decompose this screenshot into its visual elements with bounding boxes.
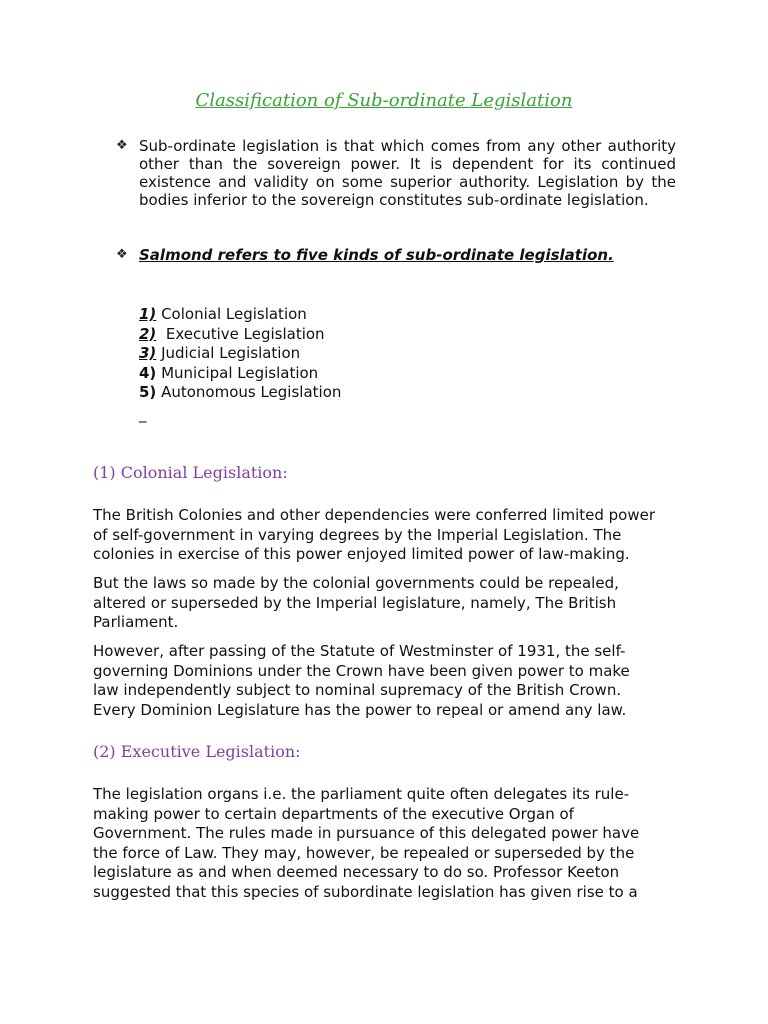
- paragraph-line: Parliament.: [93, 613, 179, 631]
- paragraph-line: law independently subject to nominal supremacy of the British Crown.: [93, 681, 622, 699]
- definition-text: Sub-ordinate legislation is that which comes from any other authority other than the sovereign power. It is dependent for its continued existence and validity on some superior authority. Legislation by the bodies inferior to the sovereign constitutes sub-ordinate legislation.: [139, 137, 676, 209]
- section-heading-executive: (2) Executive Legislation:: [93, 742, 301, 761]
- list-item: [139, 325, 341, 345]
- paragraph-line: the force of Law. They may, however, be repealed or superseded by the: [93, 843, 635, 862]
- list-item: [139, 383, 341, 403]
- list-number: 4): [139, 363, 157, 382]
- kinds-list: [139, 305, 341, 403]
- paragraph-line: of self-government in varying degrees by the Imperial Legislation. The: [93, 525, 622, 544]
- paragraph-line: legislature as and when deemed necessary to do so. Professor Keeton: [93, 863, 620, 881]
- diamond-bullet-icon: ❖: [116, 247, 128, 262]
- definition-bullet: [116, 137, 676, 209]
- paragraph-line: making power to certain departments of the executive Organ of: [93, 804, 574, 823]
- paragraph-line: colonies in exercise of this power enjoyed limited power of law-making.: [93, 545, 630, 563]
- list-label: Colonial Legislation: [161, 305, 307, 323]
- list-number: 1): [139, 305, 157, 323]
- paragraph-line: governing Dominions under the Crown have been given power to make: [93, 661, 630, 680]
- list-number: 3): [139, 344, 157, 362]
- paragraph-line: Every Dominion Legislature has the power to repeal or amend any law.: [93, 700, 627, 719]
- paragraph-line: But the laws so made by the colonial governments could be repealed,: [93, 574, 619, 592]
- list-label: Judicial Legislation: [161, 344, 301, 362]
- trailing-mark: _: [139, 405, 147, 423]
- list-label: Municipal Legislation: [161, 363, 319, 382]
- list-number: 2): [139, 324, 157, 343]
- diamond-bullet-icon: ❖: [116, 138, 128, 153]
- paragraph-line: Government. The rules made in pursuance of this delegated power have: [93, 824, 640, 842]
- paragraph-line: altered or superseded by the Imperial legislature, namely, The British: [93, 593, 617, 612]
- salmond-bullet: [116, 246, 676, 264]
- paragraph-line: suggested that this species of subordinate legislation has given rise to a: [93, 882, 638, 901]
- salmond-text: Salmond refers to five kinds of sub-ordinate legislation.: [139, 246, 614, 264]
- list-label: Executive Legislation: [165, 324, 325, 343]
- paragraph: [93, 642, 683, 720]
- section-heading-colonial: (1) Colonial Legislation:: [93, 463, 288, 482]
- paragraph-line: The legislation organs i.e. the parliament quite often delegates its rule-: [93, 785, 630, 803]
- list-label: Autonomous Legislation: [161, 383, 342, 401]
- paragraph: [93, 785, 683, 902]
- paragraph: [93, 574, 683, 633]
- list-item: [139, 305, 341, 325]
- list-number: 5): [139, 383, 157, 401]
- page-title: Classification of Sub-ordinate Legislation: [195, 90, 573, 111]
- paragraph: [93, 506, 683, 565]
- list-item: [139, 364, 341, 384]
- paragraph-line: However, after passing of the Statute of Westminster of 1931, the self-: [93, 642, 626, 660]
- list-item: [139, 344, 341, 364]
- paragraph-line: The British Colonies and other dependencies were conferred limited power: [93, 506, 656, 524]
